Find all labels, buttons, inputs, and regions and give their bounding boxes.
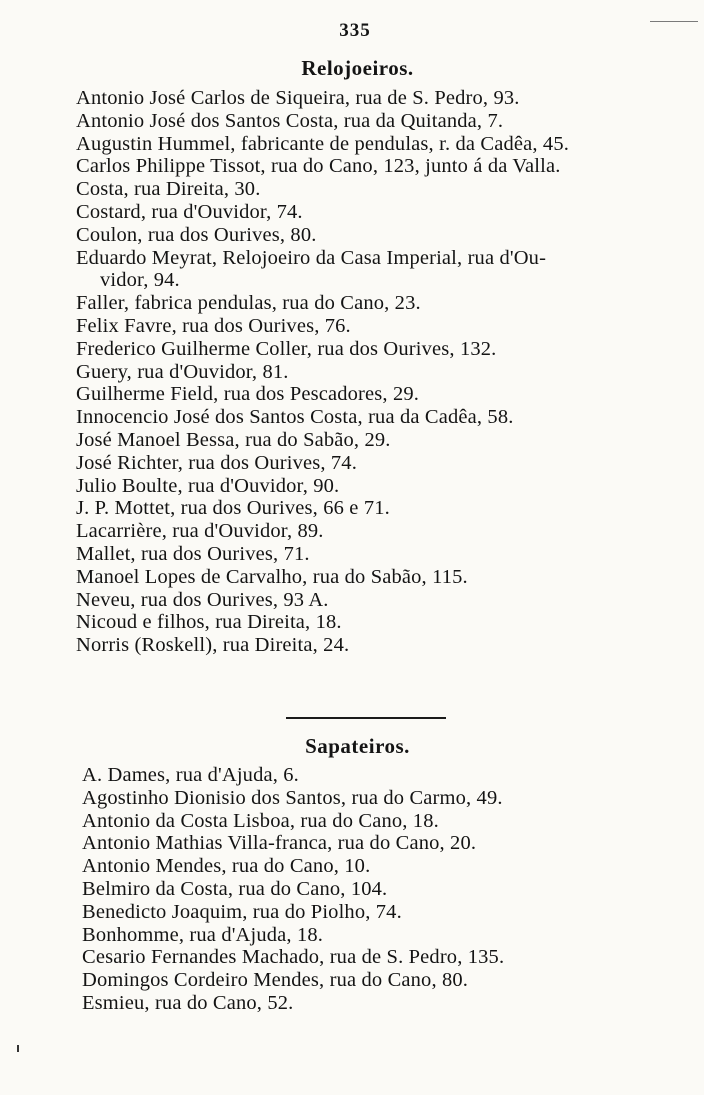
directory-entry: José Manoel Bessa, rua do Sabão, 29. (76, 428, 391, 451)
directory-entry: Coulon, rua dos Ourives, 80. (76, 223, 317, 246)
directory-entry: Lacarrière, rua d'Ouvidor, 89. (76, 520, 324, 543)
directory-entry: Antonio José dos Santos Costa, rua da Quitanda, 7. (76, 109, 504, 132)
directory-entry: Carlos Philippe Tissot, rua do Cano, 123, junto á da Valla. (76, 155, 561, 178)
directory-entry: Agostinho Dionisio dos Santos, rua do Carmo, 49. (82, 786, 503, 809)
directory-entry-continuation: vidor, 94. (100, 269, 180, 292)
directory-entry: Costard, rua d'Ouvidor, 74. (76, 200, 303, 223)
directory-entry: Benedicto Joaquim, rua do Piolho, 74. (82, 900, 402, 923)
directory-entry: A. Dames, rua d'Ajuda, 6. (82, 764, 299, 786)
directory-entry: Antonio da Costa Lisboa, rua do Cano, 18. (82, 809, 439, 832)
directory-entry: José Richter, rua dos Ourives, 74. (76, 451, 357, 474)
directory-entry: Bonhomme, rua d'Ajuda, 18. (82, 923, 324, 946)
directory-list-relojoeiros (76, 87, 666, 657)
directory-entry: Norris (Roskell), rua Direita, 24. (76, 634, 350, 657)
directory-entry: Frederico Guilherme Coller, rua dos Ourives, 132. (76, 337, 497, 360)
directory-entry: Cesario Fernandes Machado, rua de S. Pedro, 135. (82, 946, 505, 969)
directory-entry: Felix Favre, rua dos Ourives, 76. (76, 314, 351, 337)
directory-entry: Esmieu, rua do Cano, 52. (82, 991, 294, 1014)
directory-entry: Faller, fabrica pendulas, rua do Cano, 23. (76, 292, 421, 315)
directory-entry: Mallet, rua dos Ourives, 71. (76, 542, 310, 565)
section-heading-relojoeiros: Relojoeiros. (301, 56, 414, 80)
section-heading-sapateiros: Sapateiros. (305, 734, 410, 758)
directory-entry: Eduardo Meyrat, Relojoeiro da Casa Imperial, rua d'Ou- (76, 246, 547, 269)
directory-entry: Manoel Lopes de Carvalho, rua do Sabão, 115. (76, 565, 468, 588)
directory-entry: Guery, rua d'Ouvidor, 81. (76, 360, 289, 383)
print-speck (17, 1045, 19, 1052)
page-number: 335 (339, 20, 371, 41)
directory-entry: Antonio José Carlos de Siqueira, rua de S. Pedro, 93. (76, 87, 520, 109)
directory-entry: Augustin Hummel, fabricante de pendulas, r. da Cadêa, 45. (76, 132, 570, 155)
directory-entry: Domingos Cordeiro Mendes, rua do Cano, 80. (82, 969, 469, 992)
directory-entry: Antonio Mendes, rua do Cano, 10. (82, 855, 371, 878)
directory-entry: Guilherme Field, rua dos Pescadores, 29. (76, 383, 420, 406)
directory-entry: Belmiro da Costa, rua do Cano, 104. (82, 877, 388, 900)
directory-entry: Antonio Mathias Villa-franca, rua do Cano, 20. (82, 832, 477, 855)
section-divider (286, 717, 446, 719)
directory-entry: Julio Boulte, rua d'Ouvidor, 90. (76, 474, 340, 497)
directory-entry: Nicoud e filhos, rua Direita, 18. (76, 611, 342, 634)
directory-entry: Innocencio José dos Santos Costa, rua da Cadêa, 58. (76, 406, 514, 429)
corner-rule (650, 21, 698, 22)
directory-entry: Costa, rua Direita, 30. (76, 178, 261, 201)
directory-entry: J. P. Mottet, rua dos Ourives, 66 e 71. (76, 497, 390, 520)
directory-entry: Neveu, rua dos Ourives, 93 A. (76, 588, 329, 611)
directory-list-sapateiros (82, 764, 642, 1015)
